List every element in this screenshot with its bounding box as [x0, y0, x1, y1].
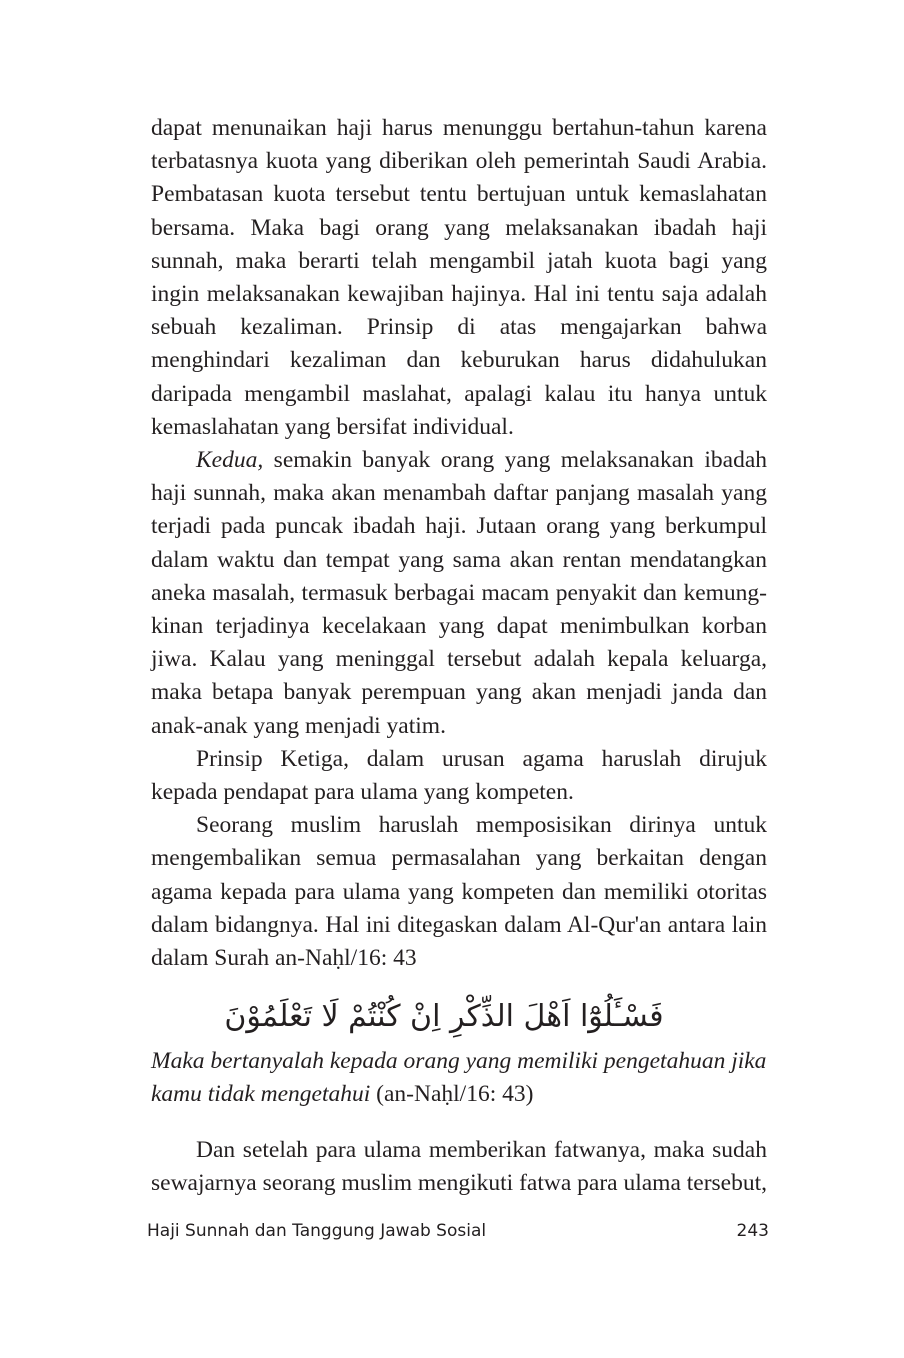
body-text [151, 112, 767, 1200]
arabic-verse: فَسْـَٔلُوْٓا اَهْلَ الذِّكْرِ اِنْ كُنْتُمْ لَا تَعْلَمُوْنَ [224, 999, 664, 1035]
verse-translation [151, 1045, 767, 1111]
paragraph-5: Dan setelah para ulama memberikan fatwanya, maka sudah sewajarnya seorang muslim mengikuti fatwa para ulama tersebut, [151, 1136, 768, 1196]
paragraph-3: Prinsip Ketiga, dalam urusan agama haruslah dirujuk kepada pendapat para ulama yang kompeten. [151, 745, 767, 806]
paragraph-2 [151, 444, 767, 743]
verse-reference: (an-Naḥl/16: 43) [370, 1081, 534, 1108]
page-number: 243 [736, 1221, 769, 1241]
verse-translation-text: Maka bertanyalah kepada orang yang memiliki pengetahuan jika kamu tidak mengetahui [151, 1048, 767, 1108]
paragraph-2-lead: Kedua, [196, 447, 264, 474]
paragraph-2-text: semakin banyak orang yang melaksanakan ibadah haji sunnah, maka akan menambah daftar panjang masalah yang terjadi pada puncak ibadah haji. Jutaan orang yang berkumpul dalam waktu dan tempat yang sama akan rentan mendatangkan aneka masalah, termasuk berbagai macam penyakit dan kemungkinan terjadinya kecelakaan yang dapat menimbulkan korban jiwa. Kalau yang meninggal tersebut adalah kepala keluarga, maka betapa banyak perempuan yang akan menjadi janda dan anak-anak yang menjadi yatim. [151, 447, 767, 739]
paragraph-4: Seorang muslim haruslah memposisikan dirinya untuk mengembalikan semua permasalahan yang berkaitan dengan agama kepada para ulama yang kompeten dan memiliki otoritas dalam bidangnya. Hal ini ditegaskan dalam Al-Qur'an antara lain dalam Surah an-Naḥl/16: 43 [151, 812, 767, 972]
running-title: Haji Sunnah dan Tanggung Jawab Sosial [147, 1221, 487, 1241]
paragraph-1: dapat menunaikan haji harus menunggu bertahun-tahun karena terbatasnya kuota yang diberikan oleh pemerintah Saudi Arabia. Pembatasan kuota tersebut tentu bertujuan untuk kemaslahatan bersama. Maka bagi orang yang melaksanakan ibadah haji sunnah, maka berarti telah mengambil jatah kuota bagi yang ingin melaksanakan kewajiban hajinya. Hal ini tentu saja adalah sebuah kezaliman. Prinsip di atas mengajarkan bahwa menghindari kezaliman dan keburukan harus didahulukan daripada mengambil maslahat, apalagi kalau itu hanya untuk kemaslahatan yang bersifat individual. [151, 115, 767, 440]
